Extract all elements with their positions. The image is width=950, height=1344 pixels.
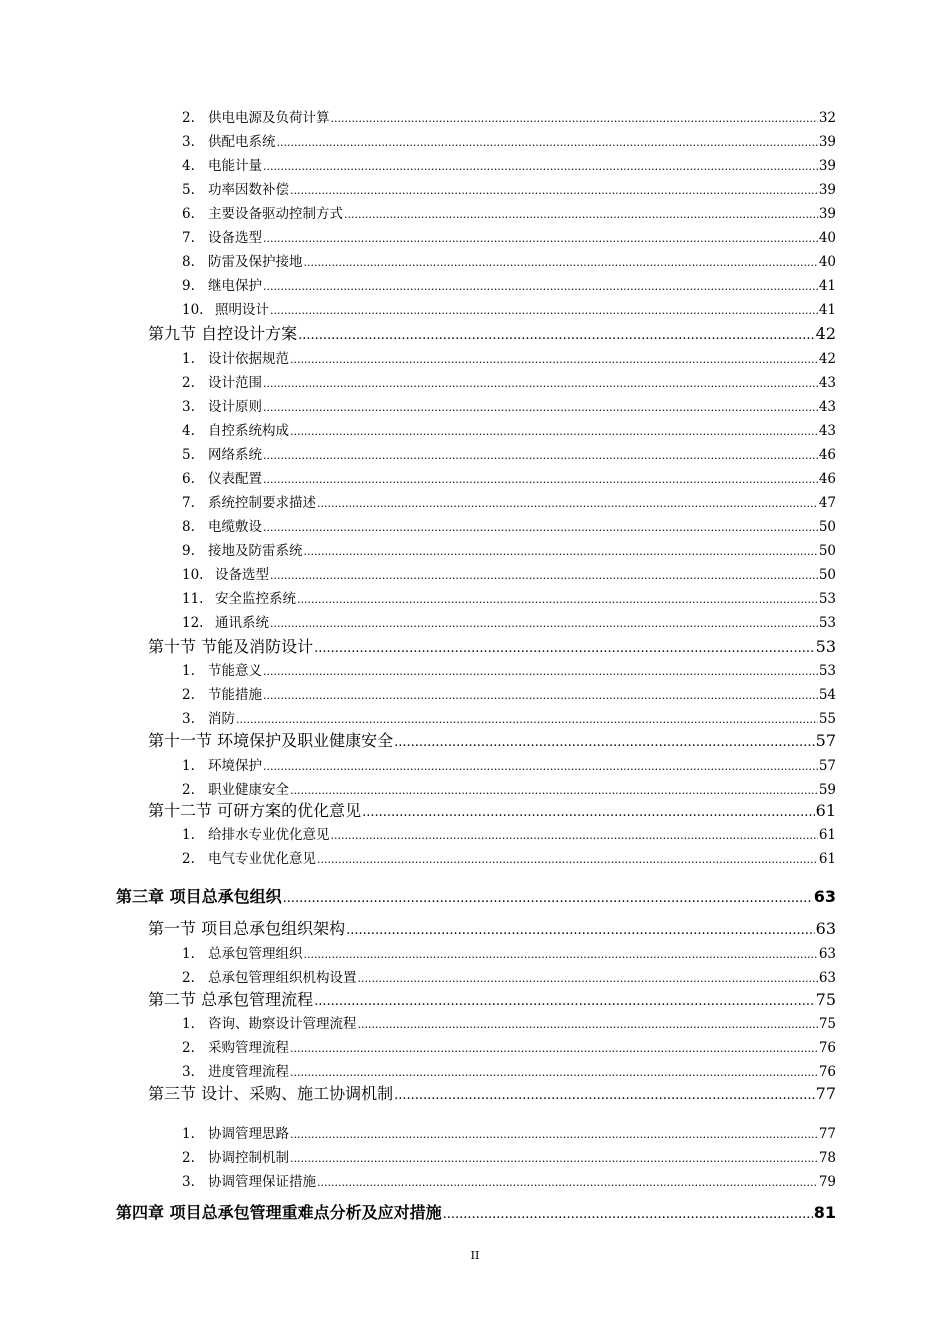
toc-subsection-entry[interactable]	[182, 1036, 836, 1056]
toc-dot-leader	[283, 891, 813, 906]
toc-subsection-entry[interactable]	[182, 467, 836, 487]
toc-entry-title: 自控系统构成	[208, 423, 289, 439]
toc-section-entry[interactable]	[148, 728, 836, 750]
toc-dot-leader	[358, 972, 818, 985]
toc-entry-page-number: 39	[818, 158, 836, 174]
toc-subsection-entry[interactable]	[182, 443, 836, 463]
toc-subsection-entry[interactable]	[182, 347, 836, 367]
toc-entry-number: 10.	[182, 302, 204, 318]
toc-subsection-entry[interactable]	[182, 539, 836, 559]
toc-entry-title: 供电电源及负荷计算	[208, 110, 330, 126]
toc-entry-number: 3.	[182, 711, 195, 727]
toc-entry-page-number: 39	[818, 182, 836, 198]
toc-subsection-entry[interactable]	[182, 966, 836, 986]
toc-dot-leader	[277, 136, 818, 149]
toc-entry-page-number: 63	[813, 887, 836, 906]
toc-entry-number: 2.	[182, 687, 195, 703]
toc-dot-leader	[263, 377, 818, 390]
toc-subsection-entry[interactable]	[182, 106, 836, 126]
toc-subsection-entry[interactable]	[182, 250, 836, 270]
toc-entry-number: 2.	[182, 1150, 195, 1166]
toc-entry-number: 8.	[182, 254, 195, 270]
toc-entry-page-number: 77	[818, 1126, 836, 1142]
toc-entry-page-number: 53	[815, 637, 836, 656]
toc-dot-leader	[263, 449, 818, 462]
toc-entry-title: 照明设计	[215, 302, 269, 318]
toc-subsection-entry[interactable]	[182, 491, 836, 511]
toc-entry-title: 第十二节 可研方案的优化意见	[148, 801, 362, 820]
toc-dot-leader	[290, 1152, 818, 1165]
toc-entry-title: 仪表配置	[208, 471, 262, 487]
toc-entry-page-number: 40	[818, 230, 836, 246]
toc-subsection-entry[interactable]	[182, 178, 836, 198]
toc-section-entry[interactable]	[148, 634, 836, 656]
toc-subsection-entry[interactable]	[182, 298, 836, 318]
toc-entry-title: 第九节 自控设计方案	[148, 324, 298, 343]
toc-subsection-entry[interactable]	[182, 847, 836, 867]
toc-entry-title: 设备选型	[215, 567, 269, 583]
toc-entry-page-number: 53	[818, 591, 836, 607]
toc-entry-page-number: 53	[818, 663, 836, 679]
toc-subsection-entry[interactable]	[182, 942, 836, 962]
toc-dot-leader	[263, 280, 818, 293]
toc-entry-page-number: 79	[818, 1174, 836, 1190]
toc-dot-leader	[263, 760, 818, 773]
toc-entry-title: 给排水专业优化意见	[208, 827, 330, 843]
toc-entry-title: 设备选型	[208, 230, 262, 246]
toc-dot-leader	[263, 401, 818, 414]
toc-entry-title: 协调管理思路	[208, 1126, 289, 1142]
toc-entry-number: 2.	[182, 851, 195, 867]
toc-entry-title: 设计依据规范	[208, 351, 289, 367]
toc-entry-title: 第三节 设计、采购、施工协调机制	[148, 1084, 394, 1103]
toc-entry-number: 3.	[182, 1174, 195, 1190]
toc-entry-number: 1.	[182, 1016, 195, 1032]
toc-chapter-entry[interactable]	[116, 884, 836, 906]
toc-entry-number: 1.	[182, 663, 195, 679]
toc-entry-title: 协调控制机制	[208, 1150, 289, 1166]
toc-entry-page-number: 78	[818, 1150, 836, 1166]
toc-entry-title: 第一节 项目总承包组织架构	[148, 919, 346, 938]
toc-section-entry[interactable]	[148, 916, 836, 938]
toc-entry-title: 环境保护	[208, 758, 262, 774]
toc-entry-title: 电能计量	[208, 158, 262, 174]
toc-entry-title: 设计范围	[208, 375, 262, 391]
toc-subsection-entry[interactable]	[182, 659, 836, 679]
toc-entry-page-number: 53	[818, 615, 836, 631]
toc-entry-page-number: 59	[818, 782, 836, 798]
toc-section-entry[interactable]	[148, 321, 836, 343]
toc-entry-number: 1.	[182, 1126, 195, 1142]
toc-entry-page-number: 50	[818, 519, 836, 535]
toc-entry-page-number: 61	[818, 851, 836, 867]
toc-entry-page-number: 54	[818, 687, 836, 703]
toc-entry-page-number: 50	[818, 543, 836, 559]
toc-subsection-entry[interactable]	[182, 611, 836, 631]
toc-entry-page-number: 61	[815, 801, 836, 820]
toc-entry-title: 电缆敷设	[208, 519, 262, 535]
toc-entry-number: 10.	[182, 567, 204, 583]
toc-entry-title: 功率因数补偿	[208, 182, 289, 198]
toc-section-entry[interactable]	[148, 987, 836, 1009]
toc-entry-page-number: 57	[818, 758, 836, 774]
toc-entry-title: 节能措施	[208, 687, 262, 703]
toc-entry-page-number: 41	[818, 302, 836, 318]
toc-dot-leader	[443, 1207, 813, 1222]
toc-dot-leader	[358, 1018, 818, 1031]
toc-dot-leader	[304, 545, 818, 558]
toc-dot-leader	[314, 641, 815, 656]
toc-dot-leader	[317, 497, 818, 510]
toc-dot-leader	[263, 689, 818, 702]
toc-entry-number: 1.	[182, 827, 195, 843]
toc-entry-number: 4.	[182, 423, 195, 439]
toc-subsection-entry[interactable]	[182, 823, 836, 843]
toc-entry-page-number: 76	[818, 1040, 836, 1056]
toc-dot-leader	[290, 425, 818, 438]
toc-entry-page-number: 77	[815, 1084, 836, 1103]
toc-entry-number: 7.	[182, 230, 195, 246]
toc-subsection-entry[interactable]	[182, 202, 836, 222]
toc-subsection-entry[interactable]	[182, 754, 836, 774]
toc-entry-page-number: 63	[818, 970, 836, 986]
toc-chapter-entry[interactable]	[116, 1200, 836, 1222]
toc-entry-page-number: 76	[818, 1064, 836, 1080]
toc-dot-leader	[314, 994, 815, 1009]
toc-entry-page-number: 41	[818, 278, 836, 294]
toc-dot-leader	[331, 829, 818, 842]
toc-entry-page-number: 43	[818, 399, 836, 415]
toc-entry-title: 咨询、勘察设计管理流程	[208, 1016, 357, 1032]
toc-subsection-entry[interactable]	[182, 274, 836, 294]
toc-entry-page-number: 75	[818, 1016, 836, 1032]
toc-entry-number: 8.	[182, 519, 195, 535]
toc-dot-leader	[331, 112, 818, 125]
toc-entry-title: 职业健康安全	[208, 782, 289, 798]
toc-entry-page-number: 42	[815, 324, 836, 343]
toc-subsection-entry[interactable]	[182, 371, 836, 391]
toc-entry-number: 12.	[182, 615, 204, 631]
toc-entry-number: 4.	[182, 158, 195, 174]
toc-subsection-entry[interactable]	[182, 1146, 836, 1166]
toc-entry-number: 2.	[182, 782, 195, 798]
toc-entry-page-number: 50	[818, 567, 836, 583]
toc-entry-title: 安全监控系统	[215, 591, 296, 607]
toc-dot-leader	[290, 353, 818, 366]
toc-entry-number: 7.	[182, 495, 195, 511]
toc-dot-leader	[304, 256, 818, 269]
toc-entry-title: 系统控制要求描述	[208, 495, 316, 511]
toc-entry-number: 1.	[182, 758, 195, 774]
toc-entry-number: 6.	[182, 206, 195, 222]
toc-subsection-entry[interactable]	[182, 1060, 836, 1080]
toc-entry-page-number: 75	[815, 990, 836, 1009]
toc-dot-leader	[263, 665, 818, 678]
toc-entry-title: 供配电系统	[208, 134, 276, 150]
toc-subsection-entry[interactable]	[182, 683, 836, 703]
toc-subsection-entry[interactable]	[182, 419, 836, 439]
toc-subsection-entry[interactable]	[182, 154, 836, 174]
toc-entry-title: 接地及防雷系统	[208, 543, 303, 559]
toc-dot-leader	[263, 473, 818, 486]
toc-entry-title: 采购管理流程	[208, 1040, 289, 1056]
toc-entry-number: 1.	[182, 351, 195, 367]
toc-dot-leader	[270, 617, 818, 630]
toc-entry-title: 第十一节 环境保护及职业健康安全	[148, 731, 394, 750]
toc-entry-title: 第二节 总承包管理流程	[148, 990, 314, 1009]
toc-entry-page-number: 46	[818, 471, 836, 487]
toc-entry-title: 总承包管理组织	[208, 946, 303, 962]
toc-subsection-entry[interactable]	[182, 1012, 836, 1032]
toc-entry-page-number: 39	[818, 206, 836, 222]
toc-entry-title: 消防	[208, 711, 235, 727]
toc-entry-number: 2.	[182, 1040, 195, 1056]
toc-entry-page-number: 32	[818, 110, 836, 126]
toc-entry-number: 3.	[182, 1064, 195, 1080]
toc-entry-title: 主要设备驱动控制方式	[208, 206, 343, 222]
toc-entry-page-number: 63	[815, 919, 836, 938]
toc-dot-leader	[297, 593, 818, 606]
toc-entry-number: 11.	[182, 591, 204, 607]
toc-entry-title: 防雷及保护接地	[208, 254, 303, 270]
toc-entry-number: 2.	[182, 970, 195, 986]
toc-entry-page-number: 57	[815, 731, 836, 750]
toc-entry-page-number: 40	[818, 254, 836, 270]
toc-entry-page-number: 46	[818, 447, 836, 463]
toc-section-entry[interactable]	[148, 1081, 836, 1103]
toc-dot-leader	[263, 160, 818, 173]
toc-entry-title: 第十节 节能及消防设计	[148, 637, 314, 656]
toc-subsection-entry[interactable]	[182, 130, 836, 150]
toc-subsection-entry[interactable]	[182, 226, 836, 246]
toc-entry-title: 电气专业优化意见	[208, 851, 316, 867]
toc-dot-leader	[317, 853, 818, 866]
toc-subsection-entry[interactable]	[182, 563, 836, 583]
toc-entry-page-number: 42	[818, 351, 836, 367]
toc-entry-page-number: 47	[818, 495, 836, 511]
toc-subsection-entry[interactable]	[182, 1122, 836, 1142]
toc-entry-title: 进度管理流程	[208, 1064, 289, 1080]
toc-dot-leader	[263, 232, 818, 245]
toc-dot-leader	[290, 184, 818, 197]
toc-entry-title: 协调管理保证措施	[208, 1174, 316, 1190]
toc-subsection-entry[interactable]	[182, 778, 836, 798]
toc-dot-leader	[298, 328, 815, 343]
toc-subsection-entry[interactable]	[182, 395, 836, 415]
toc-section-entry[interactable]	[148, 798, 836, 820]
toc-dot-leader	[290, 784, 818, 797]
toc-dot-leader	[290, 1042, 818, 1055]
toc-entry-number: 9.	[182, 543, 195, 559]
toc-entry-number: 5.	[182, 447, 195, 463]
toc-subsection-entry[interactable]	[182, 1170, 836, 1190]
toc-entry-title: 总承包管理组织机构设置	[208, 970, 357, 986]
toc-entry-number: 9.	[182, 278, 195, 294]
toc-entry-number: 5.	[182, 182, 195, 198]
toc-dot-leader	[290, 1128, 818, 1141]
toc-entry-title: 第四章 项目总承包管理重难点分析及应对措施	[116, 1203, 442, 1222]
toc-subsection-entry[interactable]	[182, 707, 836, 727]
toc-entry-number: 3.	[182, 399, 195, 415]
toc-dot-leader	[362, 805, 815, 820]
toc-dot-leader	[317, 1176, 818, 1189]
toc-entry-page-number: 43	[818, 423, 836, 439]
toc-entry-page-number: 55	[818, 711, 836, 727]
toc-entry-title: 设计原则	[208, 399, 262, 415]
toc-entry-page-number: 81	[813, 1203, 836, 1222]
toc-dot-leader	[236, 713, 818, 726]
toc-entry-title: 节能意义	[208, 663, 262, 679]
toc-dot-leader	[270, 304, 818, 317]
toc-dot-leader	[344, 208, 818, 221]
toc-subsection-entry[interactable]	[182, 515, 836, 535]
toc-entry-page-number: 39	[818, 134, 836, 150]
toc-subsection-entry[interactable]	[182, 587, 836, 607]
toc-dot-leader	[394, 735, 815, 750]
toc-dot-leader	[346, 923, 815, 938]
toc-entry-number: 2.	[182, 375, 195, 391]
toc-entry-page-number: 61	[818, 827, 836, 843]
toc-dot-leader	[394, 1088, 815, 1103]
toc-entry-number: 3.	[182, 134, 195, 150]
toc-entry-page-number: 63	[818, 946, 836, 962]
toc-entry-number: 6.	[182, 471, 195, 487]
page-number-footer: II	[470, 1249, 480, 1262]
toc-entry-title: 网络系统	[208, 447, 262, 463]
toc-entry-page-number: 43	[818, 375, 836, 391]
toc-entry-title: 第三章 项目总承包组织	[116, 887, 282, 906]
toc-dot-leader	[304, 948, 818, 961]
toc-entry-title: 通讯系统	[215, 615, 269, 631]
toc-dot-leader	[290, 1066, 818, 1079]
toc-entry-number: 1.	[182, 946, 195, 962]
toc-dot-leader	[263, 521, 818, 534]
toc-entry-number: 2.	[182, 110, 195, 126]
toc-entry-title: 继电保护	[208, 278, 262, 294]
toc-dot-leader	[270, 569, 818, 582]
